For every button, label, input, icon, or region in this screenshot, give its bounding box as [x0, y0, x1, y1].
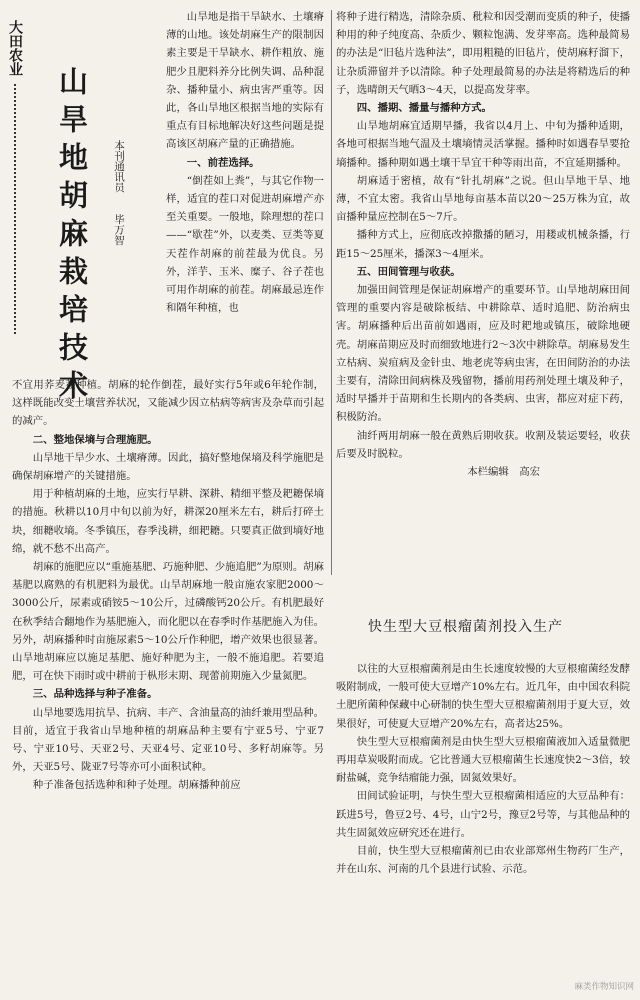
paragraph: 油纤两用胡麻一般在黄熟后期收获。收割及装运要轻，收获后要及时脱粒。: [336, 429, 630, 460]
paragraph: 胡麻适于密植，故有“针扎胡麻”之说。但山旱地干旱、地薄，不宜太密。我省山旱地每亩基本苗以20～25万株为宜，故亩播种量应控制在5～7斤。: [336, 174, 630, 224]
paragraph: 加强田间管理是保证胡麻增产的重要环节。山旱地胡麻田间管理的重要内容是破除板结、中耕除草、适时追肥、防治病虫害。胡麻播种后出苗前如遇雨，应及时耙地或镇压，破除地硬壳。胡麻苗期应及时而细致地进行2～3次中耕除草。胡麻易发生立枯病、炭疽病及金针虫、地老虎等病虫害，在田间防治的办法主要有，清除田间病株及残留物，播前用药剂处理土壤及种子，适时早播并于苗期和生长期内的各类病、虫害，都应对症下药，积极防治。: [336, 284, 630, 424]
paragraph: 山旱地干旱少水、土壤瘠薄。因此，搞好整地保墒及科学施肥是确保胡麻增产的关键措施。: [12, 451, 324, 483]
column-1-bottom: [12, 376, 324, 795]
paragraph: 胡麻的施肥应以“重施基肥、巧施种肥、少施追肥”为原则。胡麻基肥以腐熟的有机肥料为最优。山旱胡麻地一般亩施农家肥2000～3000公斤，尿素或硝铵5～10公斤，过磷酸钙20公斤。有机肥最好在秋季结合翻地作为基肥施入，而化肥以在春季时作基肥施入为佳。另外，胡麻播种时亩施尿素5～10公斤作种肥，增产效果也很显著。山旱地胡麻应以施足基肥、施好种肥为主，一般不施追肥。若要追肥，可在快下雨时或中耕前于枞形末期、现蕾前期施入少量氮肥。: [12, 561, 324, 683]
paragraph: 快生型大豆根瘤菌剂是由快生型大豆根瘤菌液加入适量微肥再用草炭吸附而成。它比普通大豆根瘤菌生长速度快2～3倍，较耐盐碱，竞争结瘤能力强，固氮效果好。: [336, 735, 630, 785]
paragraph: 田间试验证明，与快生型大豆根瘤菌相适应的大豆品种有：跃进5号，鲁豆2号、4号，山宁2号，豫豆2号等，与其他品种的共生固氮效应研究还在进行。: [336, 790, 630, 839]
section-heading: 四、播期、播量与播种方式。: [356, 102, 492, 115]
paragraph: 以往的大豆根瘤菌剂是由生长速度较慢的大豆根瘤菌经发酵吸附制成，一般可使大豆增产10%左右。近几年，由中国农科院土肥所菌种保藏中心研制的快生型大豆根瘤菌剂用于夏大豆，效果很好，可使夏大豆增产20%左右，高者达25%。: [336, 663, 630, 730]
column-2-bottom: [336, 660, 630, 878]
article-title: 山旱地胡麻栽培技术: [55, 66, 89, 408]
paragraph: 种子准备包括选种和种子处理。胡麻播种前应: [32, 779, 241, 792]
column-1-top: [166, 8, 324, 317]
paragraph: 山旱地胡麻宜适期早播，我省以4月上、中旬为播种适期，各地可根据当地气温及土壤墒情灵活掌握。播种时如遇春旱要抢墒播种。播种期如遇土壤干旱宜干种等雨出苗，不宜延期播种。: [336, 120, 630, 169]
byline-author: 毕万智: [113, 213, 125, 246]
subarticle-title: 快生型大豆根瘤菌剂投入生产: [368, 619, 563, 635]
paragraph: 不宜用荞麦茬种植。胡麻的轮作倒茬，最好实行5年或6年轮作制，这样既能改变土壤营养状况，又能减少因立枯病等病害及杂草而引起的减产。: [12, 379, 324, 428]
section-dotted-line: [14, 84, 16, 334]
byline-agency: 本刊通讯员: [113, 140, 125, 193]
byline: [112, 140, 126, 245]
section-heading: 五、田间管理与收获。: [356, 265, 461, 278]
section-heading: 三、品种选择与种子准备。: [32, 688, 158, 701]
paragraph: 山旱地要选用抗旱、抗病、丰产、含油量高的油纤兼用型品种。目前，适宜于我省山旱地种植的胡麻品种主要有宁亚5号、宁亚7号、宁亚10号、天亚2号、天亚4号、定亚10号、多籽胡麻等。另外，天亚5号、陇亚7号等亦可小面积试种。: [12, 706, 324, 774]
section-label: 大田农业: [7, 20, 23, 76]
paragraph: 用于种植胡麻的土地，应实行早耕、深耕、精细平整及耙耱保墒的措施。秋耕以10月中旬以前为好，耕深20厘米左右，耕后打碎土块，细耱收墒。冬季镇压，春季浅耕，细耙耱。只要真正做到墒好地绵，就不愁不出高产。: [12, 488, 324, 555]
watermark: 麻类作物知识网: [574, 982, 634, 992]
editor-credit: 本栏编辑 高宏: [467, 466, 540, 479]
paragraph: 目前，快生型大豆根瘤菌剂已由农业部郑州生物药厂生产，并在山东、河南的几个县进行试验、示范。: [336, 845, 630, 876]
section-heading: 二、整地保墒与合理施肥。: [32, 433, 158, 446]
column-divider: [331, 10, 332, 575]
paragraph: 山旱地是指干旱缺水、土壤瘠薄的山地。该处胡麻生产的限制因素主要是干旱缺水、耕作粗放、施肥少且肥料养分比例失调、品种混杂、播种量小、病虫害严重等。因此，各山旱地区根据当地的实际有重点有目标地解决好这些问题是提高该区胡麻产量的正确措施。: [166, 11, 324, 151]
column-2-top: [336, 8, 630, 481]
paragraph: 播种方式上，应彻底改掉撒播的陋习，用耧或机械条播，行距15～25厘米，播深3～4厘米。: [336, 229, 630, 260]
paragraph: “倒茬如上粪”，与其它作物一样，适宜的茬口对促进胡麻增产亦至关重要。一般地，除理想的茬口——“歇茬”外，以麦类、豆类等夏天茬作胡麻的前茬最为优良。另外，洋芋、玉米、糜子、谷子茬也可用作胡麻的前茬。胡麻最忌连作和隔年种植，也: [166, 174, 324, 315]
section-heading: 一、前茬选择。: [186, 156, 260, 169]
paragraph: 将种子进行精选，清除杂质、秕粒和因受潮而变质的种子，使播种用的种子纯度高、杂质少、颗粒饱满、发芽率高。选种最简易的办法是“旧毡片选种法”，即用粗糙的旧毡片，使胡麻籽溜下，让杂质滞留并予以清除。种子处理最简易的办法是将精选后的种子，选晴朗天气晒3～4天，以提高发芽率。: [336, 11, 630, 96]
